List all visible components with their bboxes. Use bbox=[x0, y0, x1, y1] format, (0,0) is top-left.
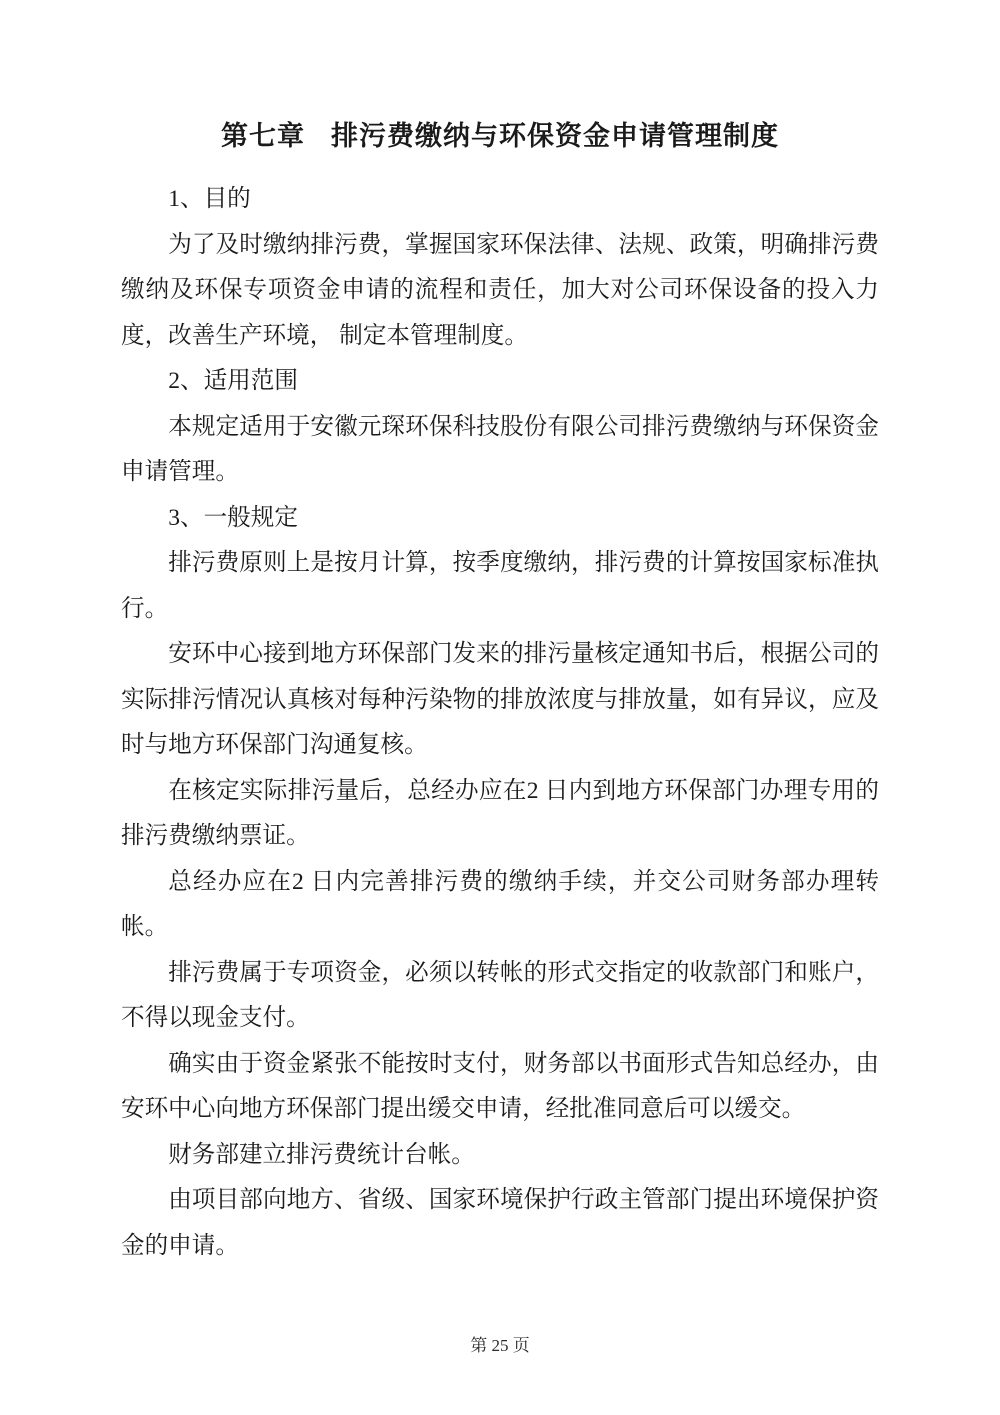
body-paragraph: 在核定实际排污量后，总经办应在2 日内到地方环保部门办理专用的排污费缴纳票证。 bbox=[121, 777, 879, 849]
body-paragraph: 财务部建立排污费统计台帐。 bbox=[168, 1141, 475, 1168]
body-paragraph: 确实由于资金紧张不能按时支付，财务部以书面形式告知总经办，由安环中心向地方环保部门提出缓交申请，经批准同意后可以缓交。 bbox=[121, 1050, 879, 1122]
chapter-title bbox=[0, 0, 1000, 156]
page-number: 第 25 页 bbox=[470, 1336, 530, 1355]
page-footer bbox=[0, 1335, 1000, 1357]
section-heading: 1、目的 bbox=[168, 186, 251, 212]
section-heading: 2、适用范围 bbox=[168, 368, 298, 394]
body-paragraph: 排污费属于专项资金，必须以转帐的形式交指定的收款部门和账户，不得以现金支付。 bbox=[121, 959, 879, 1031]
body-paragraph: 本规定适用于安徽元琛环保科技股份有限公司排污费缴纳与环保资金申请管理。 bbox=[121, 413, 879, 485]
section-heading: 3、一般规定 bbox=[168, 504, 298, 531]
body-paragraph: 安环中心接到地方环保部门发来的排污量核定通知书后，根据公司的实际排污情况认真核对每种污染物的排放浓度与排放量，如有异议，应及时与地方环保部门沟通复核。 bbox=[121, 641, 879, 758]
document-body bbox=[121, 177, 879, 1269]
body-paragraph: 为了及时缴纳排污费，掌握国家环保法律、法规、政策，明确排污费缴纳及环保专项资金申请的流程和责任，加大对公司环保设备的投入力度，改善生产环境， 制定本管理制度。 bbox=[121, 231, 879, 349]
chapter-number: 第七章 bbox=[221, 121, 305, 151]
chapter-name: 排污费缴纳与环保资金申请管理制度 bbox=[331, 121, 779, 151]
body-paragraph: 排污费原则上是按月计算，按季度缴纳，排污费的计算按国家标准执行。 bbox=[121, 550, 879, 622]
body-paragraph: 总经办应在2 日内完善排污费的缴纳手续，并交公司财务部办理转帐。 bbox=[121, 868, 879, 940]
body-paragraph: 由项目部向地方、省级、国家环境保护行政主管部门提出环境保护资金的申请。 bbox=[121, 1187, 879, 1259]
